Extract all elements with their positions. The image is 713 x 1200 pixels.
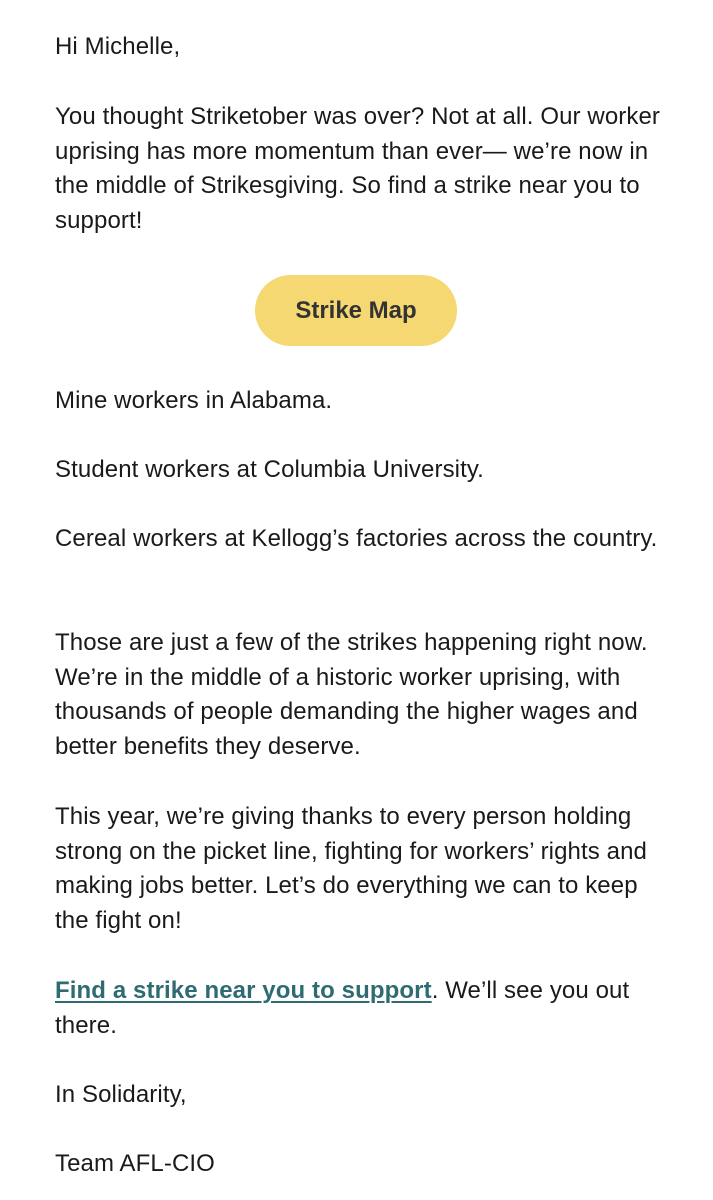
intro-paragraph: You thought Striketober was over? Not at all. Our worker uprising has more momentum than ever— we’re now in the middle of Strikesgiving. So find a strike near you to support! <box>55 103 661 234</box>
greeting: Hi Michelle, <box>55 33 181 60</box>
closing-paragraph <box>55 974 675 1043</box>
closing-text: . We’ll see you out there. <box>55 977 630 1039</box>
signature: Team AFL-CIO <box>55 1150 215 1177</box>
find-strike-link[interactable]: Find a strike near you to support <box>55 977 432 1004</box>
signoff: In Solidarity, <box>55 1081 187 1108</box>
example-cereal-workers: Cereal workers at Kellogg’s factories across the country. <box>55 525 658 552</box>
example-mine-workers: Mine workers in Alabama. <box>55 387 333 414</box>
context-paragraph: Those are just a few of the strikes happening right now. We’re in the middle of a historic worker uprising, with thousands of people demanding the higher wages and better benefits they deserve. <box>55 629 648 760</box>
thanks-paragraph: This year, we’re giving thanks to every person holding strong on the picket line, fighting for workers’ rights and making jobs better. Let’s do everything we can to keep the fight on! <box>55 803 647 934</box>
example-student-workers: Student workers at Columbia University. <box>55 456 484 483</box>
strike-map-button[interactable]: Strike Map <box>255 275 457 346</box>
strike-map-button-wrap <box>255 275 457 346</box>
